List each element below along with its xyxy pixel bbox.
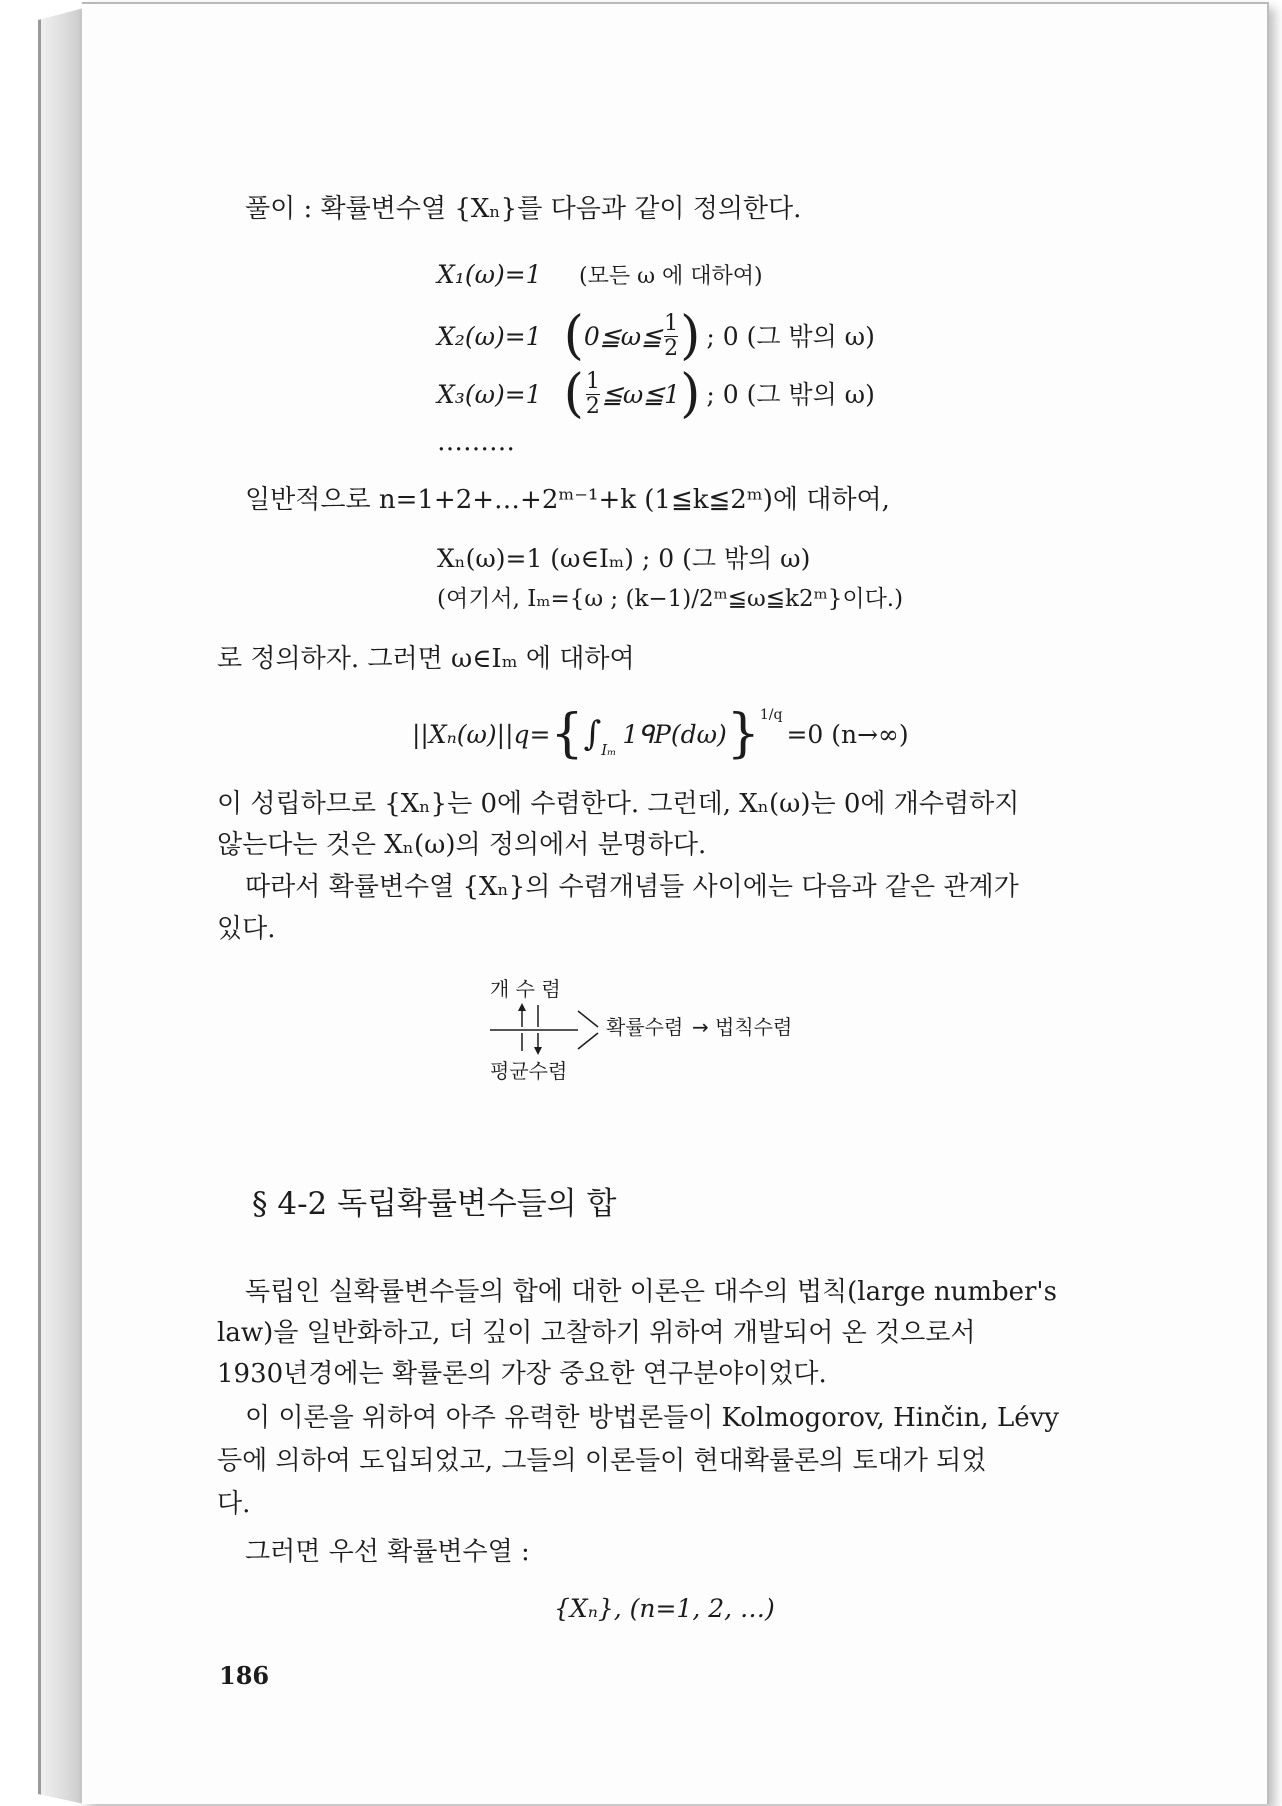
integral-sign: ∫ bbox=[583, 714, 602, 754]
norm-lhs: ||Xₙ(ω)||q= bbox=[412, 719, 551, 749]
x3-lhs: X₃(ω)=1 bbox=[437, 379, 542, 409]
right-brace: } bbox=[726, 703, 760, 764]
x1-note: (모든 ω 에 대하여) bbox=[579, 264, 763, 289]
diagram-bottom-label: 평균수렴 bbox=[490, 1059, 568, 1083]
x2-fraction: $\frac{1}{2}$ bbox=[664, 311, 679, 361]
x2-definition-row bbox=[437, 306, 875, 366]
book-page bbox=[82, 2, 1269, 1804]
integral-domain: Iₘ bbox=[601, 741, 617, 759]
im-definition: (여기서, Iₘ={ω ; (k−1)/2ᵐ≦ω≦k2ᵐ}이다.) bbox=[437, 586, 904, 612]
left-paren: ( bbox=[563, 305, 584, 366]
section-line-1: 독립인 실확률변수들의 합에 대한 이론은 대수의 법칙(large number's bbox=[245, 1277, 1057, 1307]
integrand: 1ᑫP(dω) bbox=[622, 719, 727, 749]
page-number: 186 bbox=[219, 1661, 270, 1690]
x2-lhs: X₂(ω)=1 bbox=[437, 321, 542, 351]
norm-rhs: =0 (n→∞) bbox=[786, 719, 909, 749]
diagram-arrows bbox=[482, 999, 612, 1059]
general-statement: 일반적으로 n=1+2+…+2ᵐ⁻¹+k (1≦k≦2ᵐ)에 대하여, bbox=[245, 485, 890, 515]
x1-definition: X₁(ω)=1 bbox=[437, 260, 542, 289]
section-line-3: 1930년경에는 확률론의 가장 중요한 연구분야이었다. bbox=[217, 1359, 827, 1389]
norm-exponent: 1/q bbox=[759, 707, 783, 723]
section-line-4: 이 이론을 위하여 아주 유력한 방법론들이 Kolmogorov, Hinčin, Lévy bbox=[245, 1403, 1059, 1433]
section-line-6: 다. bbox=[217, 1489, 251, 1519]
right-paren: ) bbox=[680, 305, 701, 366]
section-heading: § 4-2 독립확률변수들의 합 bbox=[252, 1186, 617, 1222]
diagram-probability-label: 확률수렴 bbox=[606, 1015, 684, 1039]
x2-condition: 0≦ω≦ bbox=[583, 321, 663, 351]
section-line-7: 그러면 우선 확률변수열 : bbox=[245, 1537, 530, 1567]
section-line-2: law)을 일반화하고, 더 깊이 고찰하기 위하여 개발되어 온 것으로서 bbox=[217, 1318, 976, 1348]
x2-tail: ; 0 (그 밖의 ω) bbox=[706, 321, 875, 351]
ellipsis: ……… bbox=[437, 427, 515, 457]
section-line-5: 등에 의하여 도입되었고, 그들의 이론들이 현대확률론의 토대가 되었 bbox=[217, 1446, 987, 1476]
sequence-formula: {Xₙ}, (n=1, 2, …) bbox=[554, 1594, 775, 1623]
diagram-arrow: → bbox=[692, 1015, 709, 1039]
right-paren: ) bbox=[680, 363, 701, 424]
paragraph-2-line-1: 따라서 확률변수열 {Xₙ}의 수렴개념들 사이에는 다음과 같은 관계가 bbox=[245, 872, 1019, 902]
x3-tail: ; 0 (그 밖의 ω) bbox=[706, 379, 875, 409]
xn-definition: Xₙ(ω)=1 (ω∈Iₘ) ; 0 (그 밖의 ω) bbox=[437, 544, 811, 573]
paragraph-2-line-2: 있다. bbox=[217, 914, 276, 944]
define-sentence: 로 정의하자. 그러면 ω∈Iₘ 에 대하여 bbox=[217, 644, 635, 674]
book-spine-edge bbox=[38, 8, 84, 1804]
paragraph-1-line-2: 않는다는 것은 Xₙ(ω)의 정의에서 분명하다. bbox=[217, 830, 707, 860]
solution-intro: 풀이 : 확률변수열 {Xₙ}를 다음과 같이 정의한다. bbox=[245, 194, 802, 224]
diagram-law-label: 법칙수렴 bbox=[715, 1015, 793, 1039]
left-paren: ( bbox=[563, 363, 584, 424]
diagram-top-label: 개 수 렴 bbox=[490, 977, 561, 1001]
paragraph-1-line-1: 이 성립하므로 {Xₙ}는 0에 수렴한다. 그런데, Xₙ(ω)는 0에 개수렴하지 bbox=[217, 789, 1020, 819]
x3-condition: ≦ω≦1 bbox=[601, 379, 681, 409]
x3-fraction: $\frac{1}{2}$ bbox=[585, 369, 600, 419]
norm-equation bbox=[412, 704, 909, 764]
x3-definition-row bbox=[437, 364, 875, 424]
left-brace: { bbox=[550, 703, 584, 764]
